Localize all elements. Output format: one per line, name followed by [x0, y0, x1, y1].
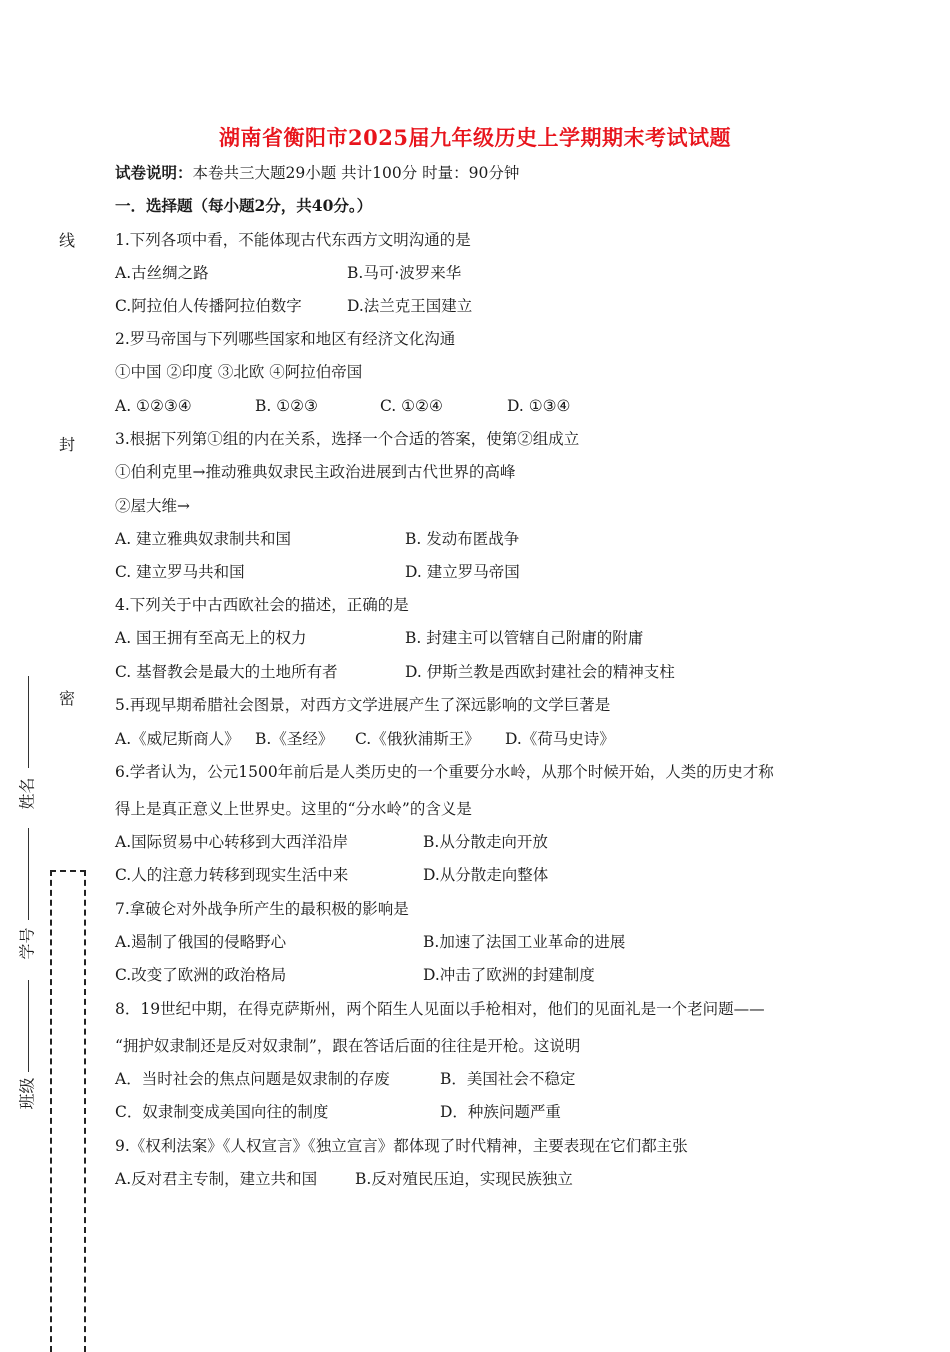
option-b[interactable]: B. 封建主可以管辖自己附庸的附庸: [405, 629, 644, 647]
name-underline: [28, 676, 29, 768]
option-d[interactable]: D.冲击了欧洲的封建制度: [423, 966, 595, 984]
seal-char-xian: 线: [58, 231, 75, 250]
question-5-options-row: [115, 729, 815, 749]
option-c[interactable]: C.改变了欧洲的政治格局: [115, 966, 287, 984]
question-3-extra2: ②屋大维→: [115, 497, 190, 515]
option-c[interactable]: C. 建立罗马共和国: [115, 563, 245, 581]
question-7-options-row: [115, 965, 815, 985]
seal-dashed-box: [50, 870, 86, 1352]
exam-intro: [115, 163, 519, 183]
question-2-options-row: [115, 396, 815, 416]
question-2-extra: ①中国 ②印度 ③北欧 ④阿拉伯帝国: [115, 363, 363, 381]
option-c[interactable]: C.《俄狄浦斯王》: [355, 730, 480, 748]
option-a[interactable]: A.反对君主专制，建立共和国: [115, 1170, 318, 1188]
question-3-stem: 3.根据下列第①组的内在关系，选择一个合适的答案，使第②组成立: [115, 430, 580, 448]
question-8-extra: “拥护奴隶制还是反对奴隶制”，跟在答话后面的往往是开枪。这说明: [115, 1037, 581, 1055]
option-d[interactable]: D.《荷马史诗》: [505, 730, 615, 748]
option-d[interactable]: D.从分散走向整体: [423, 866, 549, 884]
student-id-label: 学号: [17, 927, 37, 960]
page-title: 湖南省衡阳市2025届九年级历史上学期期末考试试题: [219, 125, 731, 150]
class-label: 班级: [17, 1077, 37, 1110]
question-2-stem: 2.罗马帝国与下列哪些国家和地区有经济文化沟通: [115, 330, 456, 348]
option-d[interactable]: D．种族问题严重: [440, 1103, 561, 1121]
option-a[interactable]: A.古丝绸之路: [115, 264, 209, 282]
option-b[interactable]: B.反对殖民压迫，实现民族独立: [355, 1170, 573, 1188]
student-id-underline: [28, 828, 29, 920]
question-6-stem: 6.学者认为，公元1500年前后是人类历史的一个重要分水岭，从那个时候开始，人类的历史才称: [115, 763, 774, 781]
intro-label: 试卷说明：: [115, 163, 193, 182]
question-1-options-row: [115, 263, 815, 283]
option-b[interactable]: B.《圣经》: [255, 730, 334, 748]
question-6-extra: 得上是真正意义上世界史。这里的“分水岭”的含义是: [115, 800, 472, 818]
question-8-options-row: [115, 1069, 815, 1089]
question-8-options-row: [115, 1102, 815, 1122]
option-d[interactable]: D. 建立罗马帝国: [405, 563, 520, 581]
option-a[interactable]: A.遏制了俄国的侵略野心: [115, 933, 287, 951]
option-a[interactable]: A. 国王拥有至高无上的权力: [115, 629, 307, 647]
question-4-options-row: [115, 662, 815, 682]
option-b[interactable]: B.从分散走向开放: [423, 833, 548, 851]
option-b[interactable]: B. 发动布匿战争: [405, 530, 520, 548]
question-9-options-row: [115, 1169, 815, 1189]
option-d[interactable]: D.法兰克王国建立: [347, 297, 473, 315]
option-d[interactable]: D. ①③④: [507, 397, 571, 415]
option-b[interactable]: B．美国社会不稳定: [440, 1070, 576, 1088]
option-b[interactable]: B.马可·波罗来华: [347, 264, 462, 282]
option-c[interactable]: C.阿拉伯人传播阿拉伯数字: [115, 297, 302, 315]
question-5-stem: 5.再现早期希腊社会图景，对西方文学进展产生了深远影响的文学巨著是: [115, 696, 611, 714]
seal-char-mi: 密: [58, 689, 75, 708]
name-label: 姓名: [17, 777, 37, 810]
question-6-options-row: [115, 865, 815, 885]
question-1-options-row: [115, 296, 815, 316]
option-a[interactable]: A.国际贸易中心转移到大西洋沿岸: [115, 833, 349, 851]
question-4-stem: 4.下列关于中古西欧社会的描述，正确的是: [115, 596, 409, 614]
option-a[interactable]: A．当时社会的焦点问题是奴隶制的存废: [115, 1070, 390, 1088]
option-d[interactable]: D. 伊斯兰教是西欧封建社会的精神支柱: [405, 663, 675, 681]
question-6-options-row: [115, 832, 815, 852]
option-c[interactable]: C．奴隶制变成美国向往的制度: [115, 1103, 329, 1121]
option-b[interactable]: B. ①②③: [255, 397, 318, 415]
question-7-options-row: [115, 932, 815, 952]
class-underline: [28, 980, 29, 1072]
option-a[interactable]: A.《威尼斯商人》: [115, 730, 240, 748]
option-a[interactable]: A. ①②③④: [115, 397, 192, 415]
question-1-stem: 1.下列各项中看，不能体现古代东西方文明沟通的是: [115, 231, 471, 249]
seal-char-feng: 封: [58, 435, 75, 454]
question-3-options-row: [115, 529, 815, 549]
question-8-stem: 8．19世纪中期，在得克萨斯州，两个陌生人见面以手枪相对，他们的见面礼是一个老问题——: [115, 1000, 765, 1018]
question-9-stem: 9.《权利法案》《人权宣言》《独立宣言》都体现了时代精神，主要表现在它们都主张: [115, 1137, 688, 1155]
option-c[interactable]: C. ①②④: [380, 397, 443, 415]
option-c[interactable]: C.人的注意力转移到现实生活中来: [115, 866, 349, 884]
question-3-extra: ①伯利克里→推动雅典奴隶民主政治进展到古代世界的高峰: [115, 463, 516, 481]
question-3-options-row: [115, 562, 815, 582]
question-4-options-row: [115, 628, 815, 648]
section-heading: 一．选择题（每小题2分，共40分。）: [115, 196, 373, 215]
question-7-stem: 7.拿破仑对外战争所产生的最积极的影响是: [115, 900, 409, 918]
option-b[interactable]: B.加速了法国工业革命的进展: [423, 933, 626, 951]
option-c[interactable]: C. 基督教会是最大的土地所有者: [115, 663, 338, 681]
option-a[interactable]: A. 建立雅典奴隶制共和国: [115, 530, 292, 548]
intro-text: 本卷共三大题29小题 共计100分 时量：90分钟: [192, 164, 520, 182]
